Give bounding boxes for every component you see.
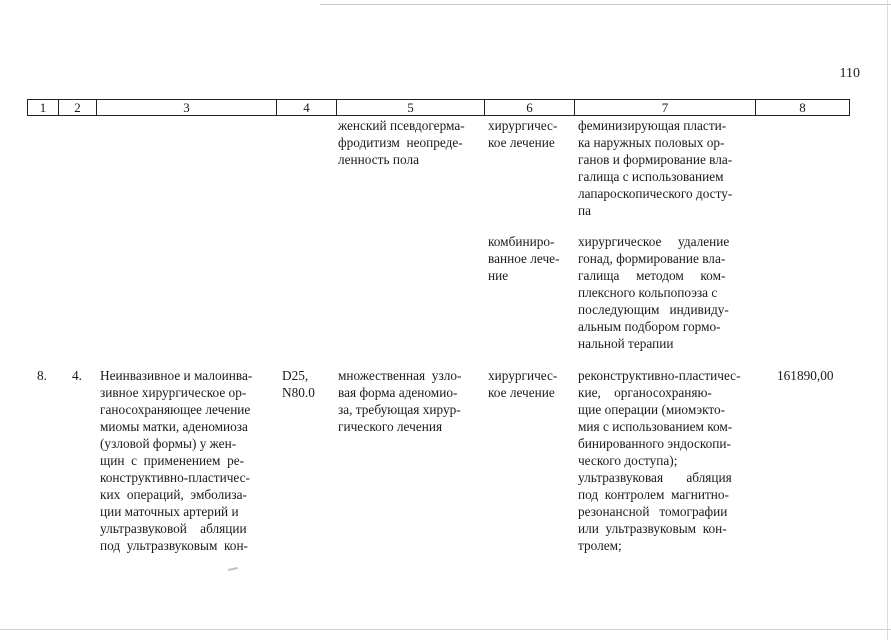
column-header-6: 6: [485, 100, 575, 116]
continuation-condition: женский псевдогерма- фродитизм неопреде- ленность пола: [338, 118, 465, 167]
scan-speck: [228, 567, 238, 571]
scan-edge-top: [320, 4, 891, 5]
column-header-5: 5: [337, 100, 485, 116]
column-header-1: 1: [28, 100, 59, 116]
row-method: реконструктивно-пластичес- кие, органосохраняю- щие операции (миомэкто- мия с использованием ком- бинированного эндоскопи- ческого доступа); ультразвуковая абляция под контролем магнитно- резонансной томографии или ультразвуковым кон- тролем;: [578, 368, 741, 553]
column-header-4: 4: [277, 100, 337, 116]
page-number: 110: [839, 66, 860, 81]
row-number: 8.: [37, 368, 47, 383]
continuation-method-2: хирургическое удаление гонад, формирование вла- галища методом ком- плексного кольпопоэза с последующим индивиду- альным подбором гормо- нальной терапии: [578, 234, 730, 351]
scan-edge-right: [887, 0, 888, 640]
column-header-7: 7: [575, 100, 756, 116]
row-price: 161890,00: [777, 368, 834, 383]
column-header-table: [27, 99, 850, 116]
scan-edge-bottom: [0, 629, 891, 630]
row-icd-code: D25, N80.0: [282, 368, 315, 400]
row-treatment-type: хирургичес- кое лечение: [488, 368, 558, 400]
column-header-2: 2: [59, 100, 97, 116]
continuation-method-1: феминизирующая пласти- ка наружных половых ор- ганов и формирование вла- галища с использованием лапароскопического досту- па: [578, 118, 733, 218]
row-condition: множественная узло- вая форма аденомио- за, требующая хирур- гического лечения: [338, 368, 462, 434]
column-header-row: [28, 100, 850, 116]
continuation-treatment-type-1: хирургичес- кое лечение: [488, 118, 558, 150]
column-header-3: 3: [97, 100, 277, 116]
row-procedure-name: Неинвазивное и малоинва- зивное хирургическое ор- ганосохраняющее лечение миомы матки, аденомиоза (узловой формы) у жен- щин с применением ре- конструктивно-пластичес- ких операций, эмболиза- ции маточных артерий и ультразвуковой абляции под ультразвуковым кон-: [100, 368, 253, 553]
column-header-8: 8: [756, 100, 850, 116]
row-sub-number: 4.: [72, 368, 82, 383]
continuation-treatment-type-2: комбиниро- ванное лече- ние: [488, 234, 560, 283]
